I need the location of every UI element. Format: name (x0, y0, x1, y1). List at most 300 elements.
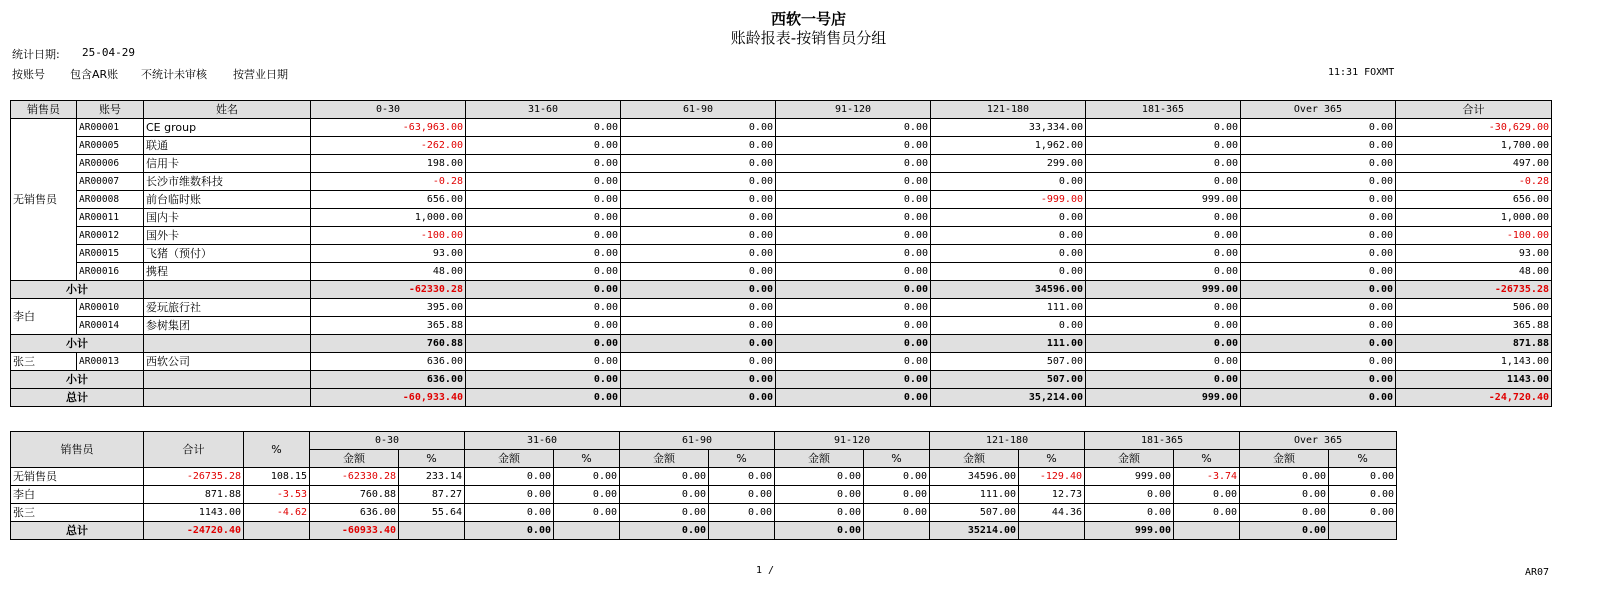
subtotal-cell: 0.00 (1086, 371, 1241, 389)
report-code: AR07 (1525, 567, 1550, 578)
subtotal-cell: 0.00 (466, 281, 621, 299)
amount-cell: 0.00 (466, 173, 621, 191)
value-cell: 0.00 (1240, 486, 1329, 504)
amount-cell: 1,000.00 (1396, 209, 1552, 227)
value-cell: 0.00 (709, 486, 775, 504)
amount-cell: -63,963.00 (311, 119, 466, 137)
value-cell: 0.00 (465, 504, 554, 522)
account-cell: AR00014 (77, 317, 144, 335)
bucket-header: Over 365 (1240, 432, 1397, 450)
salesperson-cell: 李白 (11, 486, 144, 504)
total-cell: 0.00 (620, 522, 709, 540)
table-row (11, 299, 1552, 317)
value-cell: 0.00 (1329, 504, 1397, 522)
subtotal-cell: 871.88 (1396, 335, 1552, 353)
amount-header: 金额 (310, 450, 399, 468)
subtotal-cell: -26735.28 (1396, 281, 1552, 299)
amount-cell: 0.00 (621, 119, 776, 137)
name-cell: 爱玩旅行社 (144, 299, 311, 317)
amount-cell: 0.00 (466, 191, 621, 209)
amount-cell: 0.00 (621, 209, 776, 227)
value-cell: -129.40 (1019, 468, 1085, 486)
amount-cell: 0.00 (1241, 119, 1396, 137)
account-cell: AR00012 (77, 227, 144, 245)
value-cell: 34596.00 (930, 468, 1019, 486)
amount-cell: 0.00 (466, 299, 621, 317)
percent-header: % (399, 450, 465, 468)
account-cell: AR00016 (77, 263, 144, 281)
amount-cell: 0.00 (1241, 137, 1396, 155)
total-cell: 0.00 (1241, 389, 1396, 407)
column-header: 121-180 (931, 101, 1086, 119)
amount-header: 金额 (775, 450, 864, 468)
amount-header: 金额 (930, 450, 1019, 468)
column-header: 账号 (77, 101, 144, 119)
total-cell (399, 522, 465, 540)
subtotal-cell: 0.00 (776, 281, 931, 299)
amount-cell: 0.00 (931, 245, 1086, 263)
total-cell (554, 522, 620, 540)
name-cell: 国内卡 (144, 209, 311, 227)
name-cell: 国外卡 (144, 227, 311, 245)
amount-cell: 0.00 (1086, 245, 1241, 263)
table-row (11, 155, 1552, 173)
column-header: 合计 (1396, 101, 1552, 119)
table-row (11, 209, 1552, 227)
value-cell: 0.00 (709, 468, 775, 486)
value-cell: -4.62 (244, 504, 310, 522)
value-cell: 0.00 (775, 504, 864, 522)
total-cell (1174, 522, 1240, 540)
value-cell: 871.88 (144, 486, 244, 504)
page-number: 1 / (756, 565, 775, 576)
amount-cell: 198.00 (311, 155, 466, 173)
account-cell: AR00001 (77, 119, 144, 137)
amount-header: 金额 (1085, 450, 1174, 468)
column-header: 合计 (144, 432, 244, 468)
amount-cell: 636.00 (311, 353, 466, 371)
total-cell: -24720.40 (144, 522, 244, 540)
amount-cell: 0.00 (1241, 173, 1396, 191)
amount-cell: 48.00 (311, 263, 466, 281)
name-cell: 前台临时账 (144, 191, 311, 209)
salesperson-cell: 无销售员 (11, 468, 144, 486)
date-value: 25-04-29 (82, 46, 135, 59)
subtotal-cell: 999.00 (1086, 281, 1241, 299)
value-cell: 999.00 (1085, 468, 1174, 486)
table-row (11, 137, 1552, 155)
amount-cell: 506.00 (1396, 299, 1552, 317)
column-header: 31-60 (466, 101, 621, 119)
value-cell: 12.73 (1019, 486, 1085, 504)
amount-cell: 365.88 (311, 317, 466, 335)
amount-cell: 0.00 (621, 353, 776, 371)
amount-cell: 111.00 (931, 299, 1086, 317)
amount-cell: 33,334.00 (931, 119, 1086, 137)
amount-cell: -100.00 (1396, 227, 1552, 245)
name-cell: 西软公司 (144, 353, 311, 371)
amount-cell: 0.00 (931, 173, 1086, 191)
option-business-date: 按营业日期 (233, 68, 288, 81)
amount-cell: 0.00 (776, 137, 931, 155)
amount-cell: 0.00 (1086, 353, 1241, 371)
amount-cell: 365.88 (1396, 317, 1552, 335)
name-cell: CE group (144, 119, 311, 137)
subtotal-label: 小计 (11, 335, 144, 353)
amount-cell: 0.00 (466, 245, 621, 263)
total-cell (864, 522, 930, 540)
header-row (11, 432, 1397, 450)
amount-cell: 0.00 (1086, 155, 1241, 173)
total-cell (1329, 522, 1397, 540)
value-cell: 55.64 (399, 504, 465, 522)
name-cell: 携程 (144, 263, 311, 281)
aging-summary-table (10, 431, 1397, 540)
amount-cell: -0.28 (1396, 173, 1552, 191)
value-cell: 0.00 (709, 504, 775, 522)
total-cell: -24,720.40 (1396, 389, 1552, 407)
column-header: 91-120 (776, 101, 931, 119)
amount-cell: 0.00 (1241, 317, 1396, 335)
total-cell (709, 522, 775, 540)
amount-cell: 0.00 (466, 155, 621, 173)
total-cell: 0.00 (775, 522, 864, 540)
subtotal-cell: 0.00 (466, 335, 621, 353)
bucket-header: 121-180 (930, 432, 1085, 450)
subtotal-cell: 636.00 (311, 371, 466, 389)
amount-cell: 0.00 (776, 299, 931, 317)
subtotal-cell: 0.00 (1241, 335, 1396, 353)
amount-cell: -262.00 (311, 137, 466, 155)
value-cell: 0.00 (1329, 486, 1397, 504)
value-cell: 0.00 (620, 468, 709, 486)
amount-cell: 0.00 (466, 227, 621, 245)
amount-cell: 0.00 (1241, 353, 1396, 371)
subtotal-row (11, 371, 1552, 389)
subtotal-row (11, 335, 1552, 353)
amount-cell: 48.00 (1396, 263, 1552, 281)
total-cell: 35214.00 (930, 522, 1019, 540)
empty-cell (144, 389, 311, 407)
total-cell (244, 522, 310, 540)
salesperson-cell: 张三 (11, 504, 144, 522)
name-cell: 信用卡 (144, 155, 311, 173)
amount-cell: 0.00 (621, 317, 776, 335)
value-cell: 0.00 (864, 468, 930, 486)
total-label: 总计 (11, 522, 144, 540)
amount-cell: 0.00 (466, 353, 621, 371)
amount-header: 金额 (465, 450, 554, 468)
amount-cell: 0.00 (621, 299, 776, 317)
amount-cell: 0.00 (466, 317, 621, 335)
total-cell: -60,933.40 (311, 389, 466, 407)
total-cell (1019, 522, 1085, 540)
amount-cell: 0.00 (1241, 191, 1396, 209)
account-cell: AR00013 (77, 353, 144, 371)
table-row (11, 353, 1552, 371)
amount-cell: 0.00 (466, 209, 621, 227)
salesperson-cell: 张三 (11, 353, 77, 371)
value-cell: 44.36 (1019, 504, 1085, 522)
value-cell: 0.00 (1240, 468, 1329, 486)
account-cell: AR00010 (77, 299, 144, 317)
percent-header: % (1174, 450, 1240, 468)
amount-cell: 507.00 (931, 353, 1086, 371)
subtotal-cell: 0.00 (1241, 371, 1396, 389)
account-cell: AR00006 (77, 155, 144, 173)
subtotal-label: 小计 (11, 371, 144, 389)
column-header: 销售员 (11, 101, 77, 119)
amount-cell: 0.00 (1241, 245, 1396, 263)
print-time: 11:31 FOXMT (1328, 67, 1395, 78)
amount-cell: 0.00 (1241, 209, 1396, 227)
name-cell: 长沙市维数科技 (144, 173, 311, 191)
empty-cell (144, 371, 311, 389)
total-cell: 0.00 (465, 522, 554, 540)
value-cell: -62330.28 (310, 468, 399, 486)
subtotal-cell: 111.00 (931, 335, 1086, 353)
amount-cell: 0.00 (931, 317, 1086, 335)
value-cell: 0.00 (1085, 504, 1174, 522)
column-header: % (244, 432, 310, 468)
value-cell: 0.00 (864, 486, 930, 504)
amount-cell: 93.00 (311, 245, 466, 263)
amount-cell: 0.00 (621, 245, 776, 263)
amount-cell: 0.00 (1241, 155, 1396, 173)
amount-cell: -999.00 (931, 191, 1086, 209)
amount-cell: 0.00 (621, 191, 776, 209)
bucket-header: 0-30 (310, 432, 465, 450)
subtotal-cell: 760.88 (311, 335, 466, 353)
amount-cell: 0.00 (466, 119, 621, 137)
subtotal-cell: 34596.00 (931, 281, 1086, 299)
subtotal-cell: 0.00 (466, 371, 621, 389)
amount-cell: 999.00 (1086, 191, 1241, 209)
account-cell: AR00015 (77, 245, 144, 263)
amount-cell: 0.00 (1241, 263, 1396, 281)
bucket-header: 61-90 (620, 432, 775, 450)
amount-cell: 0.00 (776, 209, 931, 227)
subtotal-cell: 0.00 (776, 371, 931, 389)
value-cell: 0.00 (775, 468, 864, 486)
amount-cell: 0.00 (931, 209, 1086, 227)
column-header: 0-30 (311, 101, 466, 119)
amount-cell: 1,000.00 (311, 209, 466, 227)
total-cell: 35,214.00 (931, 389, 1086, 407)
amount-cell: 0.00 (1086, 137, 1241, 155)
table-row (11, 317, 1552, 335)
option-by-account: 按账号 (12, 68, 45, 81)
table-row (11, 245, 1552, 263)
total-cell: 999.00 (1085, 522, 1174, 540)
amount-cell: 0.00 (931, 227, 1086, 245)
name-cell: 飞猪（预付） (144, 245, 311, 263)
amount-cell: 0.00 (1086, 317, 1241, 335)
amount-cell: 0.00 (776, 227, 931, 245)
bucket-header: 91-120 (775, 432, 930, 450)
value-cell: 0.00 (1174, 486, 1240, 504)
salesperson-cell: 李白 (11, 299, 77, 335)
value-cell: 0.00 (554, 486, 620, 504)
account-cell: AR00008 (77, 191, 144, 209)
total-row (11, 389, 1552, 407)
total-cell: 0.00 (776, 389, 931, 407)
amount-cell: 0.00 (776, 263, 931, 281)
value-cell: 111.00 (930, 486, 1019, 504)
bucket-header: 31-60 (465, 432, 620, 450)
amount-cell: 0.00 (776, 353, 931, 371)
amount-cell: 0.00 (1241, 299, 1396, 317)
table-row (11, 504, 1397, 522)
amount-header: 金额 (620, 450, 709, 468)
amount-cell: 656.00 (1396, 191, 1552, 209)
amount-cell: 0.00 (621, 155, 776, 173)
value-cell: 0.00 (620, 504, 709, 522)
amount-cell: 0.00 (776, 245, 931, 263)
amount-cell: 0.00 (621, 263, 776, 281)
table-row (11, 191, 1552, 209)
value-cell: 1143.00 (144, 504, 244, 522)
amount-cell: 0.00 (776, 317, 931, 335)
amount-cell: 0.00 (1086, 209, 1241, 227)
total-cell: -60933.40 (310, 522, 399, 540)
total-cell: 999.00 (1086, 389, 1241, 407)
subtotal-cell: 1143.00 (1396, 371, 1552, 389)
amount-cell: 0.00 (1086, 263, 1241, 281)
column-header: 销售员 (11, 432, 144, 468)
amount-cell: 0.00 (621, 173, 776, 191)
table-row (11, 263, 1552, 281)
account-cell: AR00007 (77, 173, 144, 191)
account-cell: AR00011 (77, 209, 144, 227)
total-cell: 0.00 (1240, 522, 1329, 540)
column-header: 姓名 (144, 101, 311, 119)
value-cell: 0.00 (620, 486, 709, 504)
table-row (11, 486, 1397, 504)
value-cell: -3.74 (1174, 468, 1240, 486)
value-cell: 108.15 (244, 468, 310, 486)
subtotal-cell: 0.00 (776, 335, 931, 353)
subtotal-cell: -62330.28 (311, 281, 466, 299)
empty-cell (144, 281, 311, 299)
header-row (11, 101, 1552, 119)
name-cell: 联通 (144, 137, 311, 155)
value-cell: 760.88 (310, 486, 399, 504)
amount-cell: 0.00 (776, 155, 931, 173)
amount-cell: -0.28 (311, 173, 466, 191)
value-cell: 0.00 (864, 504, 930, 522)
value-cell: 0.00 (1085, 486, 1174, 504)
amount-cell: 0.00 (1086, 119, 1241, 137)
name-cell: 参树集团 (144, 317, 311, 335)
subtotal-label: 小计 (11, 281, 144, 299)
table-row (11, 119, 1552, 137)
column-header: 61-90 (621, 101, 776, 119)
amount-cell: 0.00 (776, 191, 931, 209)
total-cell: 0.00 (466, 389, 621, 407)
report-subtitle: 账龄报表-按销售员分组 (730, 29, 887, 47)
column-header: 181-365 (1086, 101, 1241, 119)
value-cell: 0.00 (1240, 504, 1329, 522)
date-label: 统计日期: (12, 48, 60, 61)
amount-cell: 1,143.00 (1396, 353, 1552, 371)
percent-header: % (1019, 450, 1085, 468)
total-cell: 0.00 (621, 389, 776, 407)
value-cell: 233.14 (399, 468, 465, 486)
amount-cell: 0.00 (1241, 227, 1396, 245)
amount-cell: 299.00 (931, 155, 1086, 173)
amount-cell: 0.00 (621, 227, 776, 245)
value-cell: 0.00 (554, 504, 620, 522)
amount-cell: 0.00 (776, 119, 931, 137)
table-row (11, 468, 1397, 486)
value-cell: 0.00 (465, 468, 554, 486)
column-header: Over 365 (1241, 101, 1396, 119)
bucket-header: 181-365 (1085, 432, 1240, 450)
value-cell: 0.00 (554, 468, 620, 486)
amount-cell: 1,700.00 (1396, 137, 1552, 155)
amount-cell: 656.00 (311, 191, 466, 209)
subtotal-cell: 0.00 (621, 281, 776, 299)
subtotal-cell: 0.00 (1086, 335, 1241, 353)
amount-header: 金额 (1240, 450, 1329, 468)
option-exclude-unaudited: 不统计未审核 (141, 68, 207, 81)
subtotal-cell: 0.00 (621, 335, 776, 353)
amount-cell: 93.00 (1396, 245, 1552, 263)
subtotal-row (11, 281, 1552, 299)
value-cell: -26735.28 (144, 468, 244, 486)
amount-cell: 0.00 (466, 263, 621, 281)
report-title: 西软一号店 (770, 10, 846, 28)
table-row (11, 227, 1552, 245)
amount-cell: -30,629.00 (1396, 119, 1552, 137)
subtotal-cell: 507.00 (931, 371, 1086, 389)
value-cell: 0.00 (1174, 504, 1240, 522)
amount-cell: -100.00 (311, 227, 466, 245)
subtotal-cell: 0.00 (621, 371, 776, 389)
amount-cell: 0.00 (466, 137, 621, 155)
value-cell: 0.00 (465, 486, 554, 504)
amount-cell: 0.00 (931, 263, 1086, 281)
amount-cell: 0.00 (1086, 173, 1241, 191)
value-cell: -3.53 (244, 486, 310, 504)
amount-cell: 497.00 (1396, 155, 1552, 173)
percent-header: % (709, 450, 775, 468)
amount-cell: 395.00 (311, 299, 466, 317)
total-row (11, 522, 1397, 540)
option-include-ar: 包含AR账 (70, 68, 119, 81)
amount-cell: 1,962.00 (931, 137, 1086, 155)
amount-cell: 0.00 (1086, 299, 1241, 317)
value-cell: 0.00 (775, 486, 864, 504)
total-label: 总计 (11, 389, 144, 407)
account-cell: AR00005 (77, 137, 144, 155)
amount-cell: 0.00 (621, 137, 776, 155)
value-cell: 636.00 (310, 504, 399, 522)
percent-header: % (554, 450, 620, 468)
salesperson-cell: 无销售员 (11, 119, 77, 281)
amount-cell: 0.00 (1086, 227, 1241, 245)
subtotal-cell: 0.00 (1241, 281, 1396, 299)
table-row (11, 173, 1552, 191)
aging-detail-table (10, 100, 1552, 407)
value-cell: 87.27 (399, 486, 465, 504)
value-cell: 0.00 (1329, 468, 1397, 486)
amount-cell: 0.00 (776, 173, 931, 191)
value-cell: 507.00 (930, 504, 1019, 522)
empty-cell (144, 335, 311, 353)
percent-header: % (864, 450, 930, 468)
